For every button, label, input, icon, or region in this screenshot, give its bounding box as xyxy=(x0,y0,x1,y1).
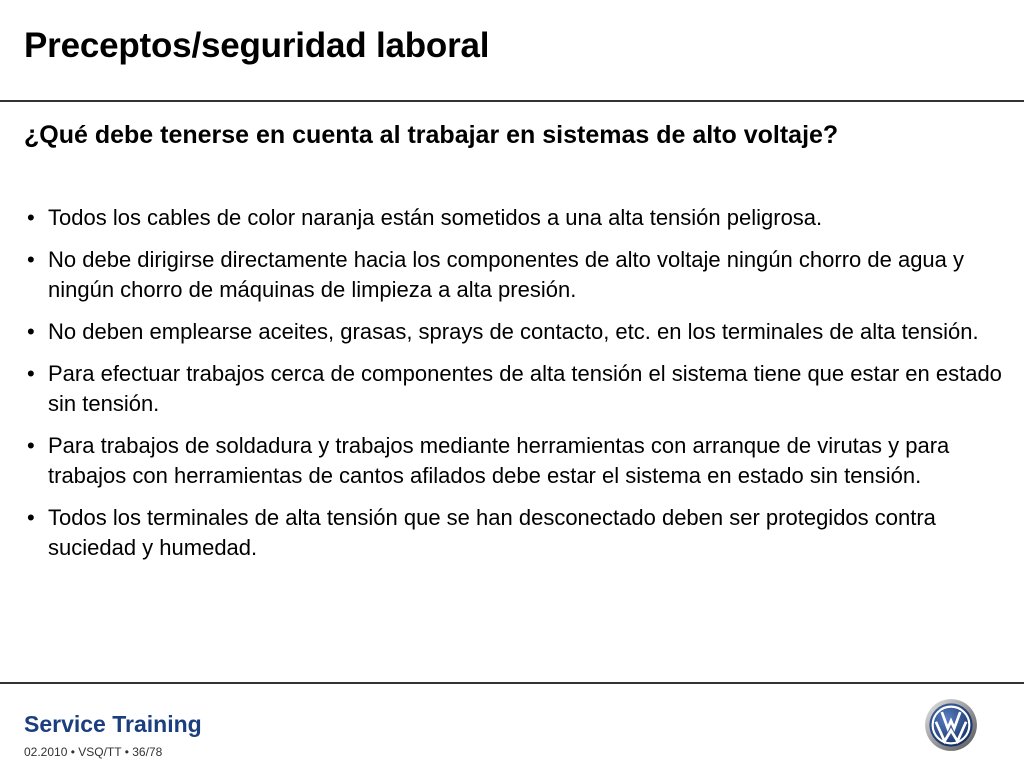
bullet-text: No debe dirigirse directamente hacia los componentes de alto voltaje ningún chorro de agua y ningún chorro de máquinas de limpieza a alta presión. xyxy=(48,247,965,302)
footer-divider xyxy=(0,682,1024,684)
bullet-item xyxy=(24,245,1004,305)
bullet-mark: • xyxy=(27,361,35,386)
bullet-mark: • xyxy=(27,319,35,344)
bullet-mark: • xyxy=(27,505,35,530)
bullet-text: No deben emplearse aceites, grasas, sprays de contacto, etc. en los terminales de alta tensión. xyxy=(48,319,979,344)
slide-subtitle: ¿Qué debe tenerse en cuenta al trabajar en sistemas de alto voltaje? xyxy=(24,121,839,149)
bullet-item xyxy=(24,503,1004,563)
bullet-item xyxy=(24,317,1004,347)
bullet-text: Para efectuar trabajos cerca de componentes de alta tensión el sistema tiene que estar en estado sin tensión. xyxy=(48,361,1002,416)
bullet-mark: • xyxy=(27,247,35,272)
slide-title: Preceptos/seguridad laboral xyxy=(24,26,490,65)
bullet-item xyxy=(24,203,1004,233)
bullet-item xyxy=(24,359,1004,419)
bullet-item xyxy=(24,431,1004,491)
bullet-list xyxy=(24,203,1004,563)
bullet-text: Todos los terminales de alta tensión que se han desconectado deben ser protegidos contra suciedad y humedad. xyxy=(48,505,936,560)
bullet-mark: • xyxy=(27,205,35,230)
footer-brand: Service Training xyxy=(24,711,202,737)
title-divider xyxy=(0,100,1024,102)
bullet-text: Todos los cables de color naranja están sometidos a una alta tensión peligrosa. xyxy=(48,205,823,230)
footer-meta: 02.2010 • VSQ/TT • 36/78 xyxy=(24,745,163,759)
bullet-text: Para trabajos de soldadura y trabajos mediante herramientas con arranque de virutas y para trabajos con herramientas de cantos afilados debe estar el sistema en estado sin tensión. xyxy=(48,433,950,488)
vw-logo-icon xyxy=(924,698,978,752)
bullet-mark: • xyxy=(27,433,35,458)
